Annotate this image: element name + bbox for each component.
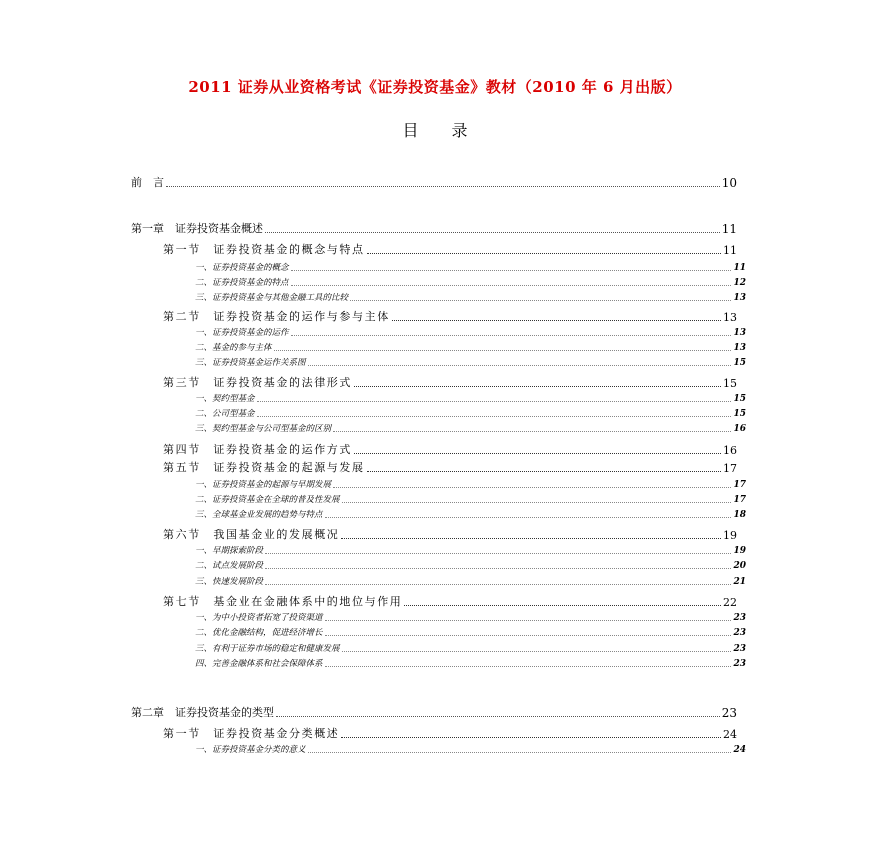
- toc-entry-label: 一、为中小投资者拓宽了投资渠道: [195, 613, 323, 623]
- leader-dots: [342, 651, 732, 652]
- toc-entry-page: 23: [733, 659, 746, 669]
- toc-entry-item[interactable]: [195, 276, 746, 288]
- toc-entry-label: 三、全球基金业发展的趋势与特点: [195, 510, 323, 520]
- toc-entry-page: 17: [723, 462, 737, 475]
- toc-entry-page: 17: [733, 495, 746, 505]
- toc-entry-label: 第一章 证券投资基金概述: [131, 222, 263, 235]
- toc-entry-label: 三、证券投资基金运作关系图: [195, 358, 306, 368]
- toc-entry-page: 23: [733, 644, 746, 654]
- toc-entry-label: 一、证券投资基金的起源与早期发展: [195, 480, 332, 490]
- toc-entry-page: 23: [721, 706, 737, 720]
- toc-entry-page: 15: [733, 358, 746, 368]
- leader-dots: [308, 752, 732, 753]
- toc-entry-item[interactable]: [195, 743, 746, 755]
- leader-dots: [265, 553, 731, 554]
- toc-entry-page: 15: [733, 394, 746, 404]
- leader-dots: [291, 270, 732, 271]
- toc-entry-item[interactable]: [195, 642, 746, 654]
- toc-entry-page: 23: [733, 628, 746, 638]
- toc-entry-item[interactable]: [195, 493, 746, 505]
- toc-entry-page: 24: [723, 728, 737, 741]
- toc-entry-label: 二、证券投资基金的特点: [195, 278, 289, 288]
- leader-dots: [354, 386, 721, 387]
- toc-entry-section[interactable]: [163, 459, 737, 475]
- toc-entry-label: 三、快速发展阶段: [195, 577, 264, 587]
- toc-heading: 目 录: [402, 121, 482, 140]
- leader-dots: [354, 453, 721, 454]
- leader-dots: [257, 401, 732, 402]
- toc-entry-item[interactable]: [195, 575, 746, 587]
- toc-entry-label: 第三节 证券投资基金的法律形式: [163, 376, 352, 389]
- toc-entry-label: 第七节 基金业在金融体系中的地位与作用: [163, 595, 403, 608]
- toc-entry-page: 24: [733, 745, 746, 755]
- toc-entry-section[interactable]: [163, 725, 737, 741]
- leader-dots: [265, 232, 720, 233]
- toc-entry-page: 11: [723, 244, 737, 257]
- toc-entry-label: 第五节 证券投资基金的起源与发展: [163, 461, 365, 474]
- toc-entry-label: 三、有利于证券市场的稳定和健康发展: [195, 644, 340, 654]
- toc-entry-page: 13: [733, 343, 746, 353]
- toc-entry-chapter[interactable]: [131, 220, 737, 236]
- toc-entry-section[interactable]: [163, 441, 737, 457]
- leader-dots: [333, 487, 731, 488]
- toc-entry-label: 一、证券投资基金分类的意义: [195, 745, 306, 755]
- leader-dots: [333, 431, 731, 432]
- toc-entry-label: 一、证券投资基金的运作: [195, 328, 289, 338]
- leader-dots: [367, 471, 721, 472]
- leader-dots: [308, 365, 732, 366]
- toc-entry-item[interactable]: [195, 261, 746, 273]
- toc-entry-page: 12: [733, 278, 746, 288]
- toc-entry-label: 二、公司型基金: [195, 409, 255, 419]
- toc-entry-item[interactable]: [195, 478, 746, 490]
- toc-entry-item[interactable]: [195, 392, 746, 404]
- toc-entry-section[interactable]: [163, 593, 737, 609]
- leader-dots: [291, 335, 732, 336]
- toc-entry-label: 第二节 证券投资基金的运作与参与主体: [163, 310, 390, 323]
- toc-entry-section[interactable]: [163, 308, 737, 324]
- leader-dots: [325, 517, 732, 518]
- leader-dots: [325, 666, 732, 667]
- toc-entry-item[interactable]: [195, 559, 746, 571]
- toc-entry-section[interactable]: [163, 526, 737, 542]
- toc-entry-preface[interactable]: [131, 174, 737, 190]
- toc-entry-page: 18: [733, 510, 746, 520]
- toc-entry-label: 一、契约型基金: [195, 394, 255, 404]
- leader-dots: [265, 584, 731, 585]
- toc-entry-label: 第二章 证券投资基金的类型: [131, 706, 274, 719]
- leader-dots: [274, 350, 732, 351]
- leader-dots: [325, 620, 732, 621]
- toc-entry-label: 二、优化金融结构，促进经济增长: [195, 628, 323, 638]
- toc-entry-page: 15: [733, 409, 746, 419]
- toc-entry-item[interactable]: [195, 356, 746, 368]
- toc-entry-label: 三、证券投资基金与其他金融工具的比较: [195, 293, 349, 303]
- leader-dots: [341, 538, 721, 539]
- toc-entry-page: 13: [733, 293, 746, 303]
- toc-entry-page: 11: [733, 263, 746, 273]
- toc-entry-label: 二、基金的参与主体: [195, 343, 272, 353]
- toc-entry-item[interactable]: [195, 611, 746, 623]
- document-title: 2011 证券从业资格考试《证券投资基金》教材（2010 年 6 月出版）: [188, 78, 682, 96]
- toc-entry-item[interactable]: [195, 544, 746, 556]
- toc-entry-label: 第四节 证券投资基金的运作方式: [163, 443, 352, 456]
- leader-dots: [276, 716, 720, 717]
- toc-entry-page: 20: [733, 561, 746, 571]
- toc-entry-item[interactable]: [195, 341, 746, 353]
- toc-entry-label: 一、证券投资基金的概念: [195, 263, 289, 273]
- leader-dots: [257, 416, 732, 417]
- leader-dots: [392, 320, 721, 321]
- toc-entry-page: 13: [733, 328, 746, 338]
- toc-entry-item[interactable]: [195, 508, 746, 520]
- toc-entry-label: 第一节 证券投资基金分类概述: [163, 727, 340, 740]
- toc-entry-page: 16: [733, 424, 746, 434]
- toc-entry-item[interactable]: [195, 626, 746, 638]
- toc-entry-section[interactable]: [163, 374, 737, 390]
- toc-entry-item[interactable]: [195, 422, 746, 434]
- leader-dots: [342, 502, 732, 503]
- leader-dots: [325, 635, 732, 636]
- toc-entry-label: 第一节 证券投资基金的概念与特点: [163, 243, 365, 256]
- toc-entry-item[interactable]: [195, 657, 746, 669]
- toc-entry-page: 16: [723, 444, 737, 457]
- toc-entry-label: 二、试点发展阶段: [195, 561, 264, 571]
- leader-dots: [350, 300, 731, 301]
- toc-entry-item[interactable]: [195, 291, 746, 303]
- toc-entry-label: 三、契约型基金与公司型基金的区别: [195, 424, 332, 434]
- leader-dots: [404, 605, 721, 606]
- toc-entry-page: 23: [733, 613, 746, 623]
- toc-entry-page: 19: [733, 546, 746, 556]
- toc-entry-page: 19: [723, 529, 737, 542]
- toc-entry-section[interactable]: [163, 241, 737, 257]
- toc-entry-item[interactable]: [195, 407, 746, 419]
- toc-entry-chapter[interactable]: [131, 704, 737, 720]
- toc-entry-label: 四、完善金融体系和社会保障体系: [195, 659, 323, 669]
- toc-entry-page: 17: [733, 480, 746, 490]
- toc-entry-page: 13: [723, 311, 737, 324]
- leader-dots: [367, 253, 721, 254]
- toc-entry-label: 第六节 我国基金业的发展概况: [163, 528, 340, 541]
- leader-dots: [291, 285, 732, 286]
- leader-dots: [265, 568, 731, 569]
- toc-entry-page: 10: [721, 176, 737, 190]
- toc-entry-page: 15: [723, 377, 737, 390]
- leader-dots: [166, 186, 720, 187]
- toc-entry-label: 二、证券投资基金在全球的普及性发展: [195, 495, 340, 505]
- toc-entry-page: 21: [733, 577, 746, 587]
- toc-entry-label: 一、早期探索阶段: [195, 546, 264, 556]
- toc-entry-label: 前 言: [131, 176, 164, 189]
- toc-entry-item[interactable]: [195, 326, 746, 338]
- toc-entry-page: 22: [723, 596, 737, 609]
- leader-dots: [341, 737, 721, 738]
- toc-entry-page: 11: [721, 222, 737, 236]
